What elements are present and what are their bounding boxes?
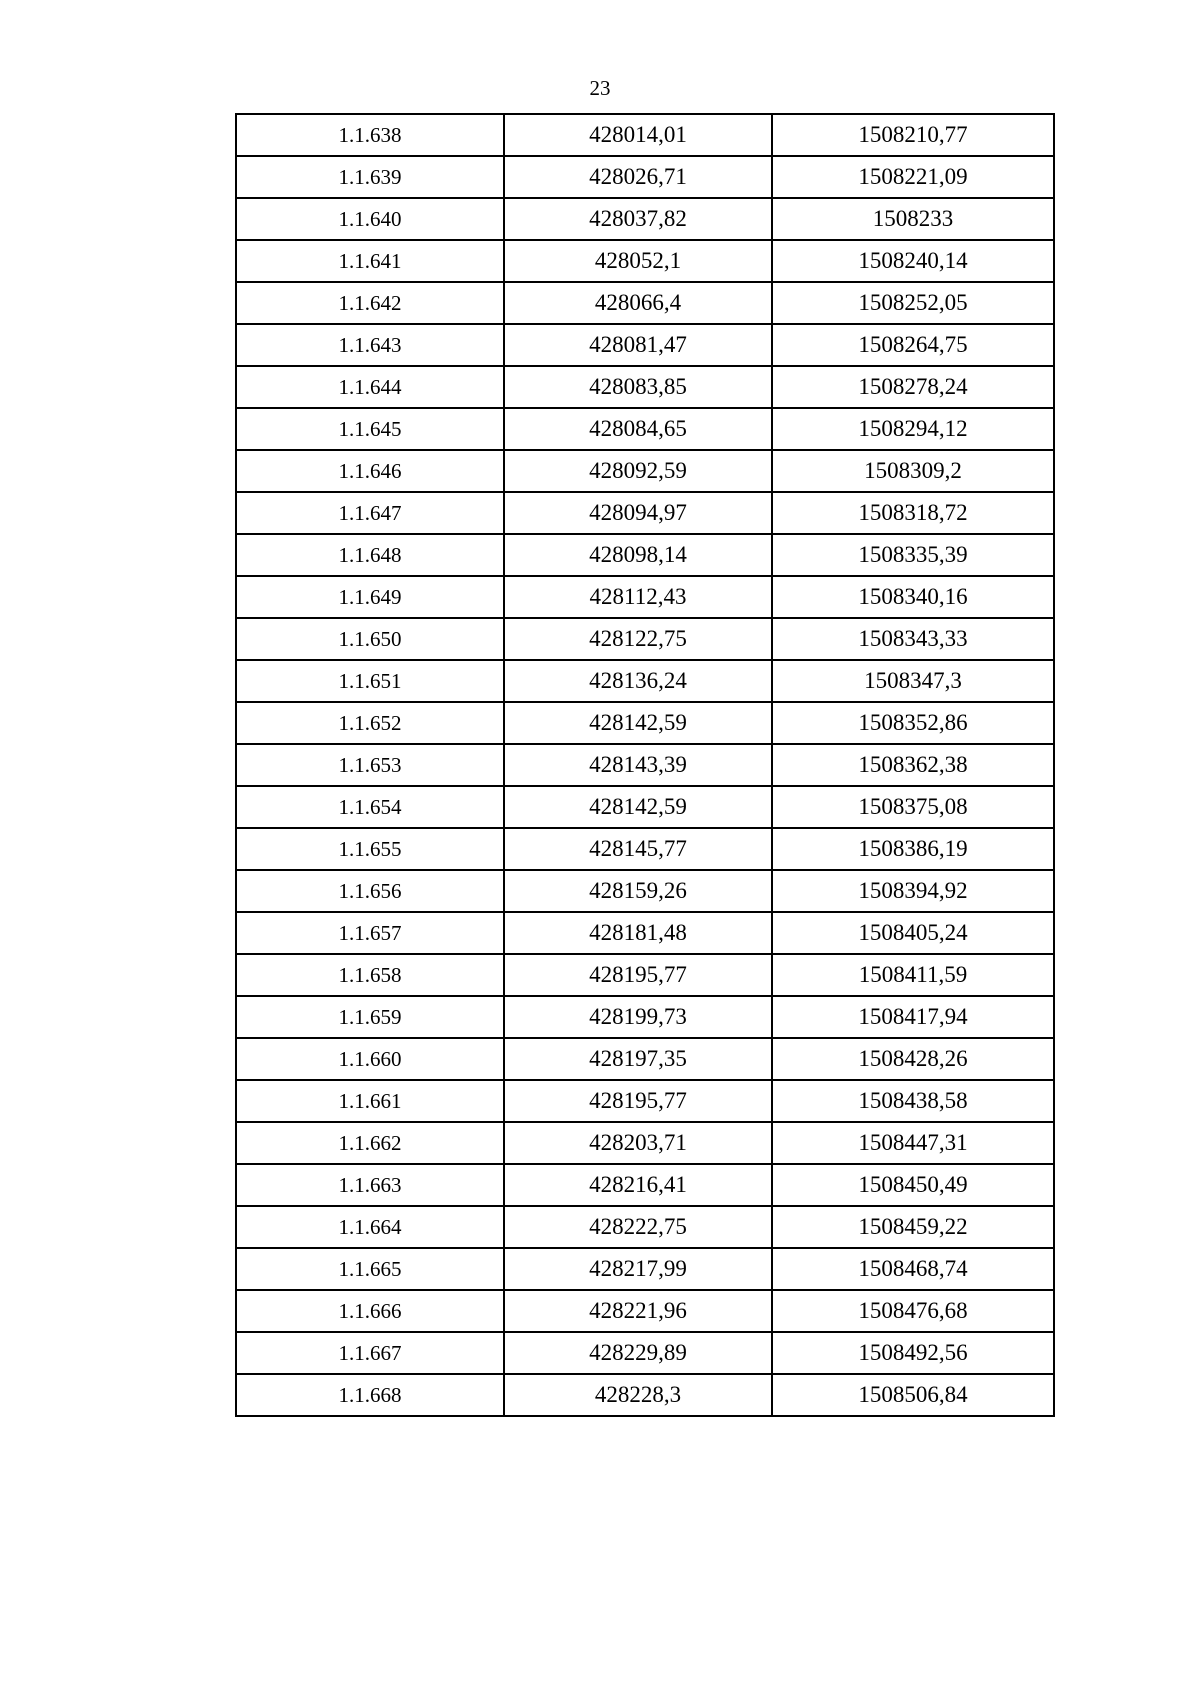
x-coordinate-cell: 428014,01: [504, 114, 772, 156]
point-number-cell: 1.1.657: [236, 912, 504, 954]
x-coordinate-cell: 428122,75: [504, 618, 772, 660]
table-row: [236, 912, 1054, 954]
point-number-cell: 1.1.668: [236, 1374, 504, 1416]
coordinates-table-body: [236, 114, 1054, 1416]
point-number-cell: 1.1.663: [236, 1164, 504, 1206]
y-coordinate-cell: 1508252,05: [772, 282, 1054, 324]
table-row: [236, 1164, 1054, 1206]
x-coordinate-cell: 428221,96: [504, 1290, 772, 1332]
table-row: [236, 576, 1054, 618]
x-coordinate-cell: 428037,82: [504, 198, 772, 240]
table-row: [236, 618, 1054, 660]
x-coordinate-cell: 428094,97: [504, 492, 772, 534]
x-coordinate-cell: 428195,77: [504, 1080, 772, 1122]
y-coordinate-cell: 1508447,31: [772, 1122, 1054, 1164]
point-number-cell: 1.1.653: [236, 744, 504, 786]
point-number-cell: 1.1.659: [236, 996, 504, 1038]
point-number-cell: 1.1.641: [236, 240, 504, 282]
y-coordinate-cell: 1508210,77: [772, 114, 1054, 156]
x-coordinate-cell: 428195,77: [504, 954, 772, 996]
y-coordinate-cell: 1508492,56: [772, 1332, 1054, 1374]
x-coordinate-cell: 428181,48: [504, 912, 772, 954]
x-coordinate-cell: 428222,75: [504, 1206, 772, 1248]
y-coordinate-cell: 1508506,84: [772, 1374, 1054, 1416]
x-coordinate-cell: 428159,26: [504, 870, 772, 912]
y-coordinate-cell: 1508375,08: [772, 786, 1054, 828]
point-number-cell: 1.1.640: [236, 198, 504, 240]
table-row: [236, 870, 1054, 912]
x-coordinate-cell: 428136,24: [504, 660, 772, 702]
point-number-cell: 1.1.662: [236, 1122, 504, 1164]
point-number-cell: 1.1.661: [236, 1080, 504, 1122]
x-coordinate-cell: 428228,3: [504, 1374, 772, 1416]
point-number-cell: 1.1.665: [236, 1248, 504, 1290]
table-row: [236, 1374, 1054, 1416]
table-row: [236, 450, 1054, 492]
y-coordinate-cell: 1508264,75: [772, 324, 1054, 366]
y-coordinate-cell: 1508221,09: [772, 156, 1054, 198]
y-coordinate-cell: 1508318,72: [772, 492, 1054, 534]
y-coordinate-cell: 1508394,92: [772, 870, 1054, 912]
table-row: [236, 282, 1054, 324]
x-coordinate-cell: 428098,14: [504, 534, 772, 576]
point-number-cell: 1.1.649: [236, 576, 504, 618]
y-coordinate-cell: 1508438,58: [772, 1080, 1054, 1122]
y-coordinate-cell: 1508428,26: [772, 1038, 1054, 1080]
table-row: [236, 1332, 1054, 1374]
x-coordinate-cell: 428197,35: [504, 1038, 772, 1080]
table-row: [236, 156, 1054, 198]
table-row: [236, 660, 1054, 702]
point-number-cell: 1.1.650: [236, 618, 504, 660]
table-row: [236, 954, 1054, 996]
point-number-cell: 1.1.648: [236, 534, 504, 576]
table-row: [236, 1290, 1054, 1332]
point-number-cell: 1.1.642: [236, 282, 504, 324]
y-coordinate-cell: 1508352,86: [772, 702, 1054, 744]
y-coordinate-cell: 1508459,22: [772, 1206, 1054, 1248]
point-number-cell: 1.1.652: [236, 702, 504, 744]
x-coordinate-cell: 428092,59: [504, 450, 772, 492]
table-row: [236, 786, 1054, 828]
x-coordinate-cell: 428216,41: [504, 1164, 772, 1206]
table-row: [236, 1122, 1054, 1164]
table-row: [236, 198, 1054, 240]
x-coordinate-cell: 428199,73: [504, 996, 772, 1038]
x-coordinate-cell: 428083,85: [504, 366, 772, 408]
x-coordinate-cell: 428142,59: [504, 702, 772, 744]
point-number-cell: 1.1.656: [236, 870, 504, 912]
y-coordinate-cell: 1508294,12: [772, 408, 1054, 450]
x-coordinate-cell: 428142,59: [504, 786, 772, 828]
table-row: [236, 1206, 1054, 1248]
table-row: [236, 114, 1054, 156]
x-coordinate-cell: 428066,4: [504, 282, 772, 324]
table-row: [236, 1038, 1054, 1080]
point-number-cell: 1.1.664: [236, 1206, 504, 1248]
table-row: [236, 492, 1054, 534]
y-coordinate-cell: 1508343,33: [772, 618, 1054, 660]
point-number-cell: 1.1.651: [236, 660, 504, 702]
y-coordinate-cell: 1508309,2: [772, 450, 1054, 492]
point-number-cell: 1.1.667: [236, 1332, 504, 1374]
point-number-cell: 1.1.666: [236, 1290, 504, 1332]
y-coordinate-cell: 1508417,94: [772, 996, 1054, 1038]
point-number-cell: 1.1.643: [236, 324, 504, 366]
y-coordinate-cell: 1508405,24: [772, 912, 1054, 954]
x-coordinate-cell: 428145,77: [504, 828, 772, 870]
y-coordinate-cell: 1508278,24: [772, 366, 1054, 408]
x-coordinate-cell: 428112,43: [504, 576, 772, 618]
point-number-cell: 1.1.646: [236, 450, 504, 492]
point-number-cell: 1.1.639: [236, 156, 504, 198]
y-coordinate-cell: 1508233: [772, 198, 1054, 240]
table-row: [236, 534, 1054, 576]
point-number-cell: 1.1.647: [236, 492, 504, 534]
point-number-cell: 1.1.660: [236, 1038, 504, 1080]
point-number-cell: 1.1.658: [236, 954, 504, 996]
coordinates-table: [235, 113, 1055, 1417]
y-coordinate-cell: 1508386,19: [772, 828, 1054, 870]
x-coordinate-cell: 428052,1: [504, 240, 772, 282]
x-coordinate-cell: 428026,71: [504, 156, 772, 198]
y-coordinate-cell: 1508476,68: [772, 1290, 1054, 1332]
y-coordinate-cell: 1508411,59: [772, 954, 1054, 996]
table-row: [236, 828, 1054, 870]
x-coordinate-cell: 428229,89: [504, 1332, 772, 1374]
y-coordinate-cell: 1508450,49: [772, 1164, 1054, 1206]
table-row: [236, 996, 1054, 1038]
table-row: [236, 1248, 1054, 1290]
y-coordinate-cell: 1508347,3: [772, 660, 1054, 702]
x-coordinate-cell: 428143,39: [504, 744, 772, 786]
table-row: [236, 702, 1054, 744]
y-coordinate-cell: 1508340,16: [772, 576, 1054, 618]
table-row: [236, 408, 1054, 450]
point-number-cell: 1.1.644: [236, 366, 504, 408]
table-row: [236, 744, 1054, 786]
y-coordinate-cell: 1508468,74: [772, 1248, 1054, 1290]
table-row: [236, 324, 1054, 366]
table-row: [236, 366, 1054, 408]
point-number-cell: 1.1.655: [236, 828, 504, 870]
y-coordinate-cell: 1508335,39: [772, 534, 1054, 576]
point-number-cell: 1.1.638: [236, 114, 504, 156]
point-number-cell: 1.1.654: [236, 786, 504, 828]
x-coordinate-cell: 428084,65: [504, 408, 772, 450]
x-coordinate-cell: 428081,47: [504, 324, 772, 366]
y-coordinate-cell: 1508240,14: [772, 240, 1054, 282]
point-number-cell: 1.1.645: [236, 408, 504, 450]
x-coordinate-cell: 428203,71: [504, 1122, 772, 1164]
table-row: [236, 1080, 1054, 1122]
table-row: [236, 240, 1054, 282]
y-coordinate-cell: 1508362,38: [772, 744, 1054, 786]
x-coordinate-cell: 428217,99: [504, 1248, 772, 1290]
page-number: 23: [589, 76, 611, 100]
